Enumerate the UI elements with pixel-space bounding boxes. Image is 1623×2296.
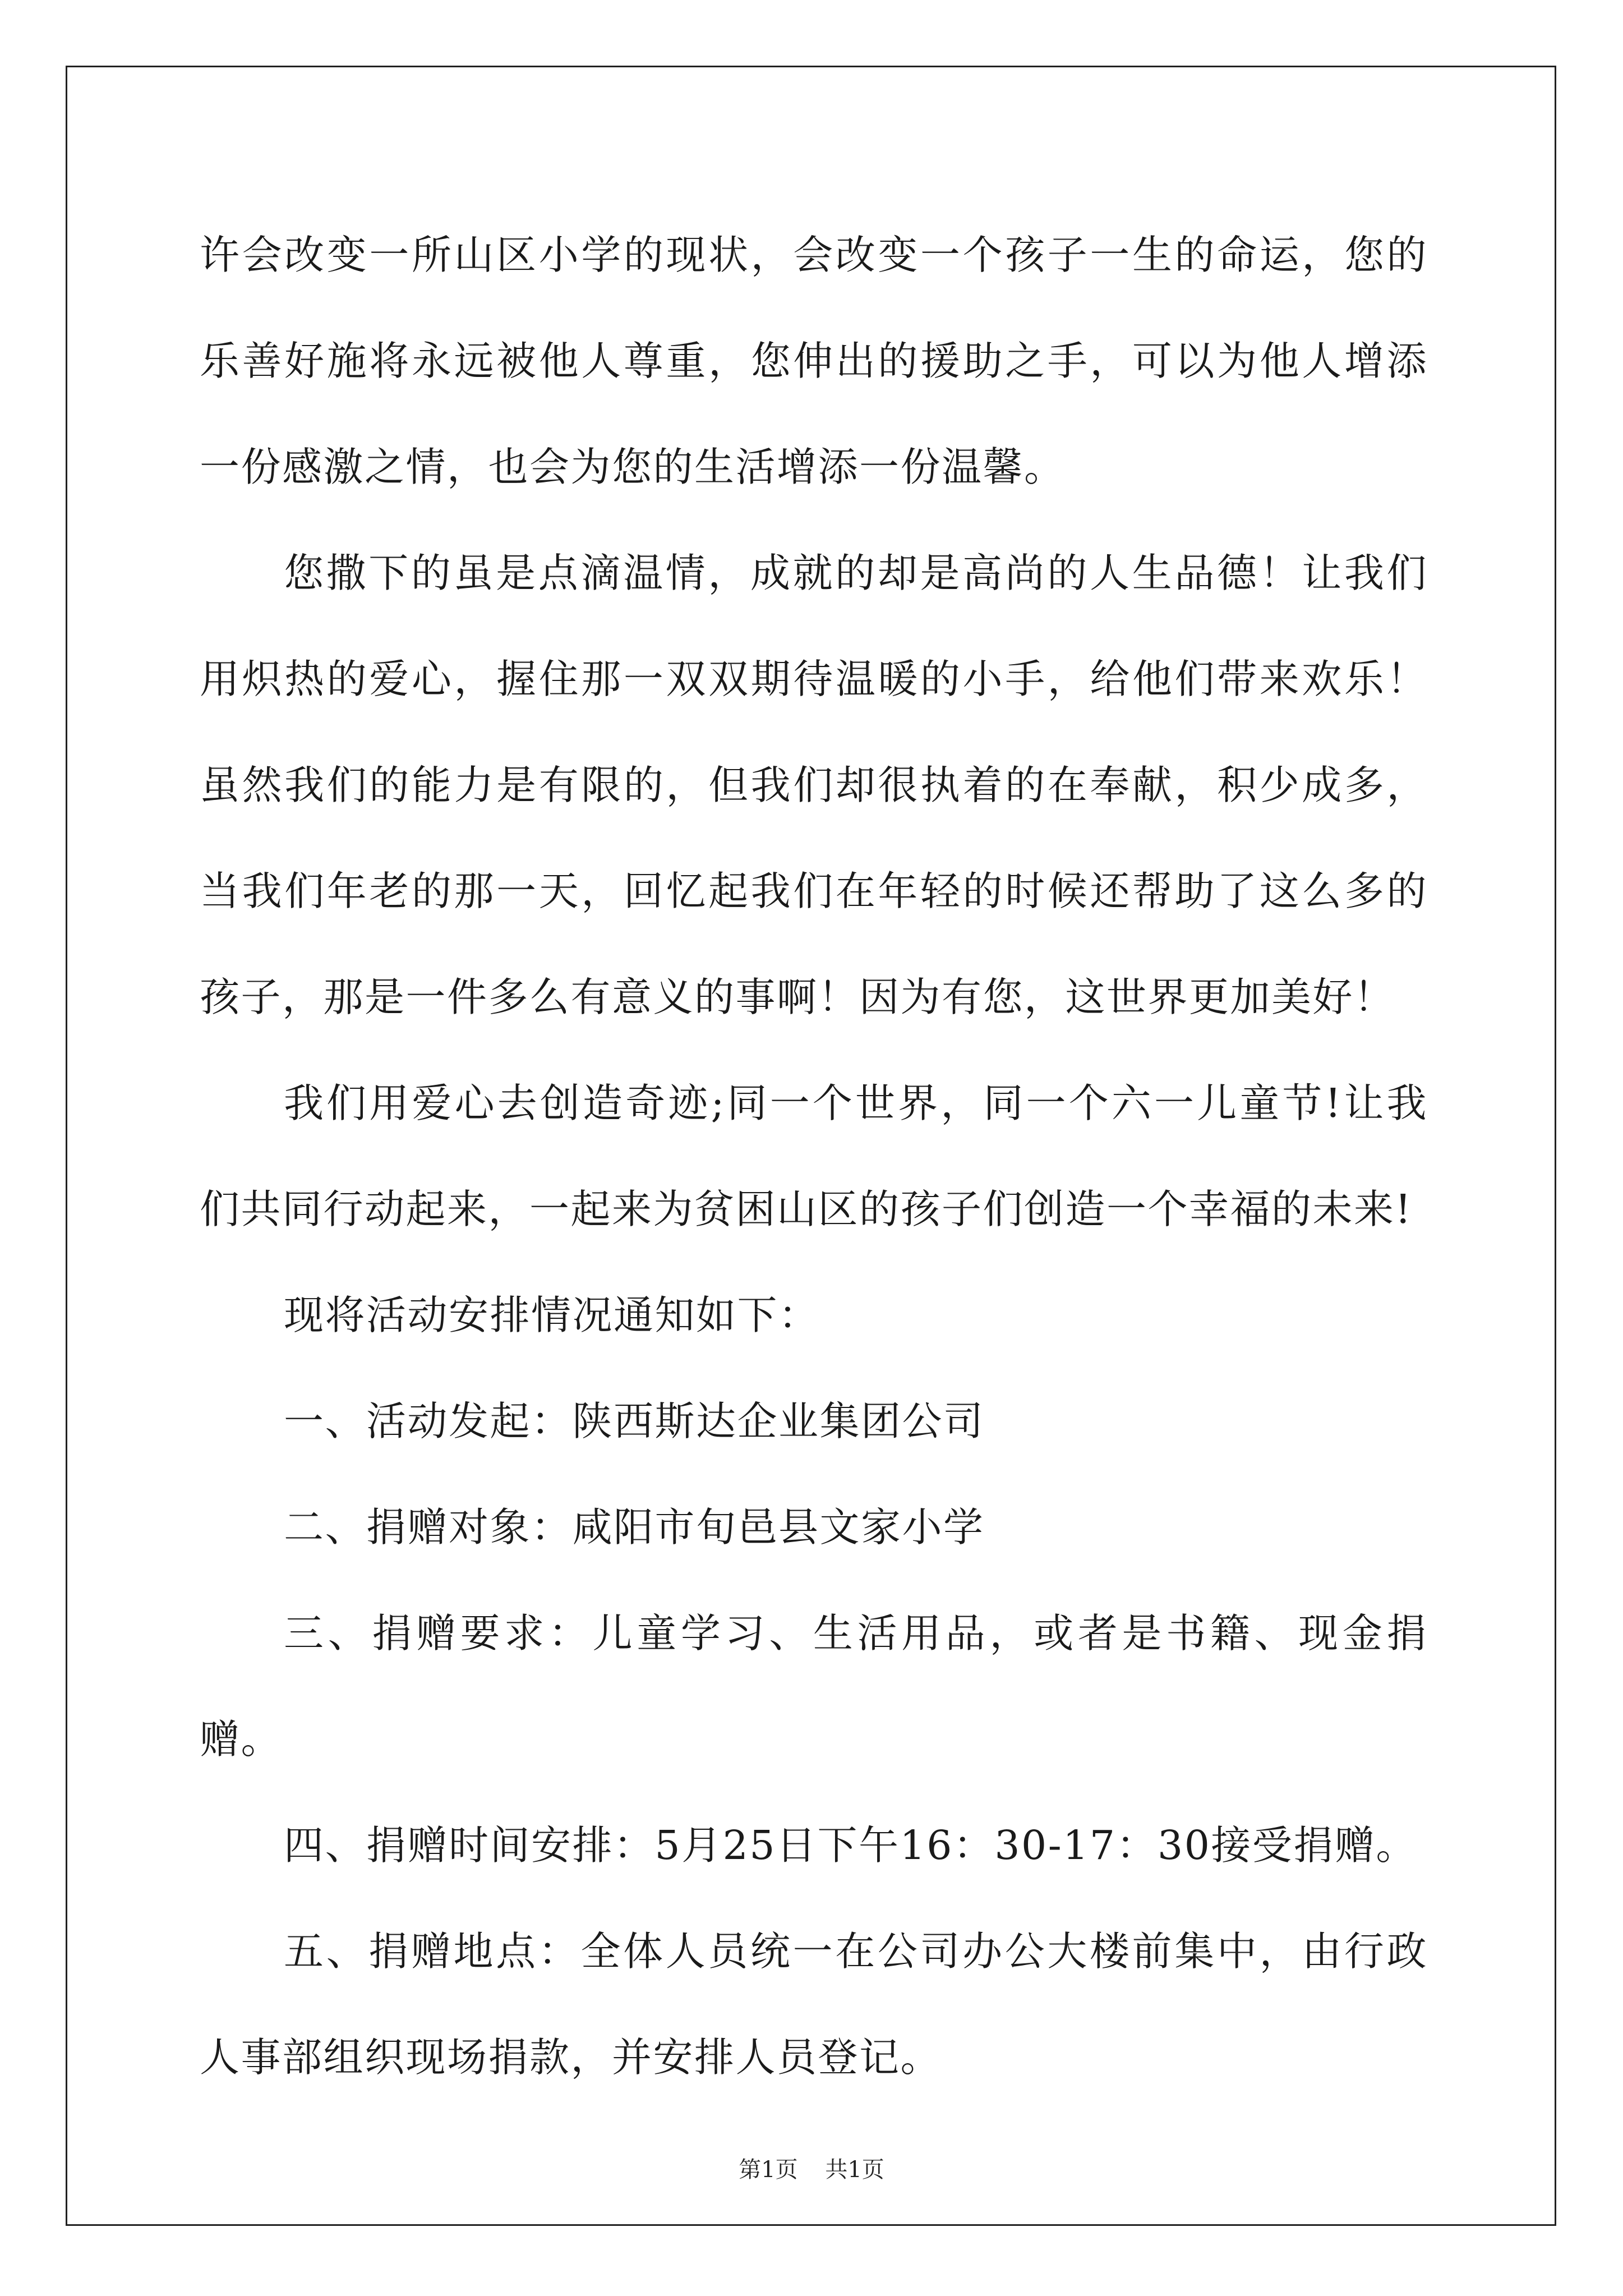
list-item-location: 五、捐赠地点：全体人员统一在公司办公大楼前集中，由行政人事部组织现场捐款，并安排人员登记。 bbox=[200, 1928, 1428, 2081]
paragraph-4: 现将活动安排情况通知如下： bbox=[284, 1292, 820, 1338]
paragraph-1: 许会改变一所山区小学的现状，会改变一个孩子一生的命运，您的乐善好施将永远被他人尊重，您伸出的援助之手，可以为他人增添一份感激之情，也会为您的生活增添一份温馨。 bbox=[200, 232, 1428, 490]
page-footer bbox=[0, 2153, 1623, 2187]
paragraph-2: 您撒下的虽是点滴温情，成就的却是高尚的人生品德！让我们用炽热的爱心，握住那一双双期待温暖的小手，给他们带来欢乐！虽然我们的能力是有限的，但我们却很执着的在奉献，积少成多，当我们年老的那一天，回忆起我们在年轻的时候还帮助了这么多的孩子，那是一件多么有意义的事啊！因为有您，这世界更加美好！ bbox=[200, 550, 1428, 1020]
page-total: 共1页 bbox=[825, 2157, 884, 2183]
paragraph-3: 我们用爱心去创造奇迹;同一个世界，同一个六一儿童节!让我们共同行动起来，一起来为贫困山区的孩子们创造一个幸福的未来! bbox=[200, 1080, 1428, 1232]
list-item-initiator: 一、活动发起：陕西斯达企业集团公司 bbox=[284, 1398, 985, 1444]
list-item-recipient: 二、捐赠对象：咸阳市旬邑县文家小学 bbox=[284, 1504, 985, 1550]
document-body bbox=[200, 202, 1428, 2110]
list-item-time: 四、捐赠时间安排：5月25日下午16：30-17：30接受捐赠。 bbox=[284, 1822, 1417, 1869]
page-number: 第1页 bbox=[739, 2157, 798, 2183]
list-item-requirements: 三、捐赠要求：儿童学习、生活用品，或者是书籍、现金捐赠。 bbox=[200, 1610, 1428, 1763]
